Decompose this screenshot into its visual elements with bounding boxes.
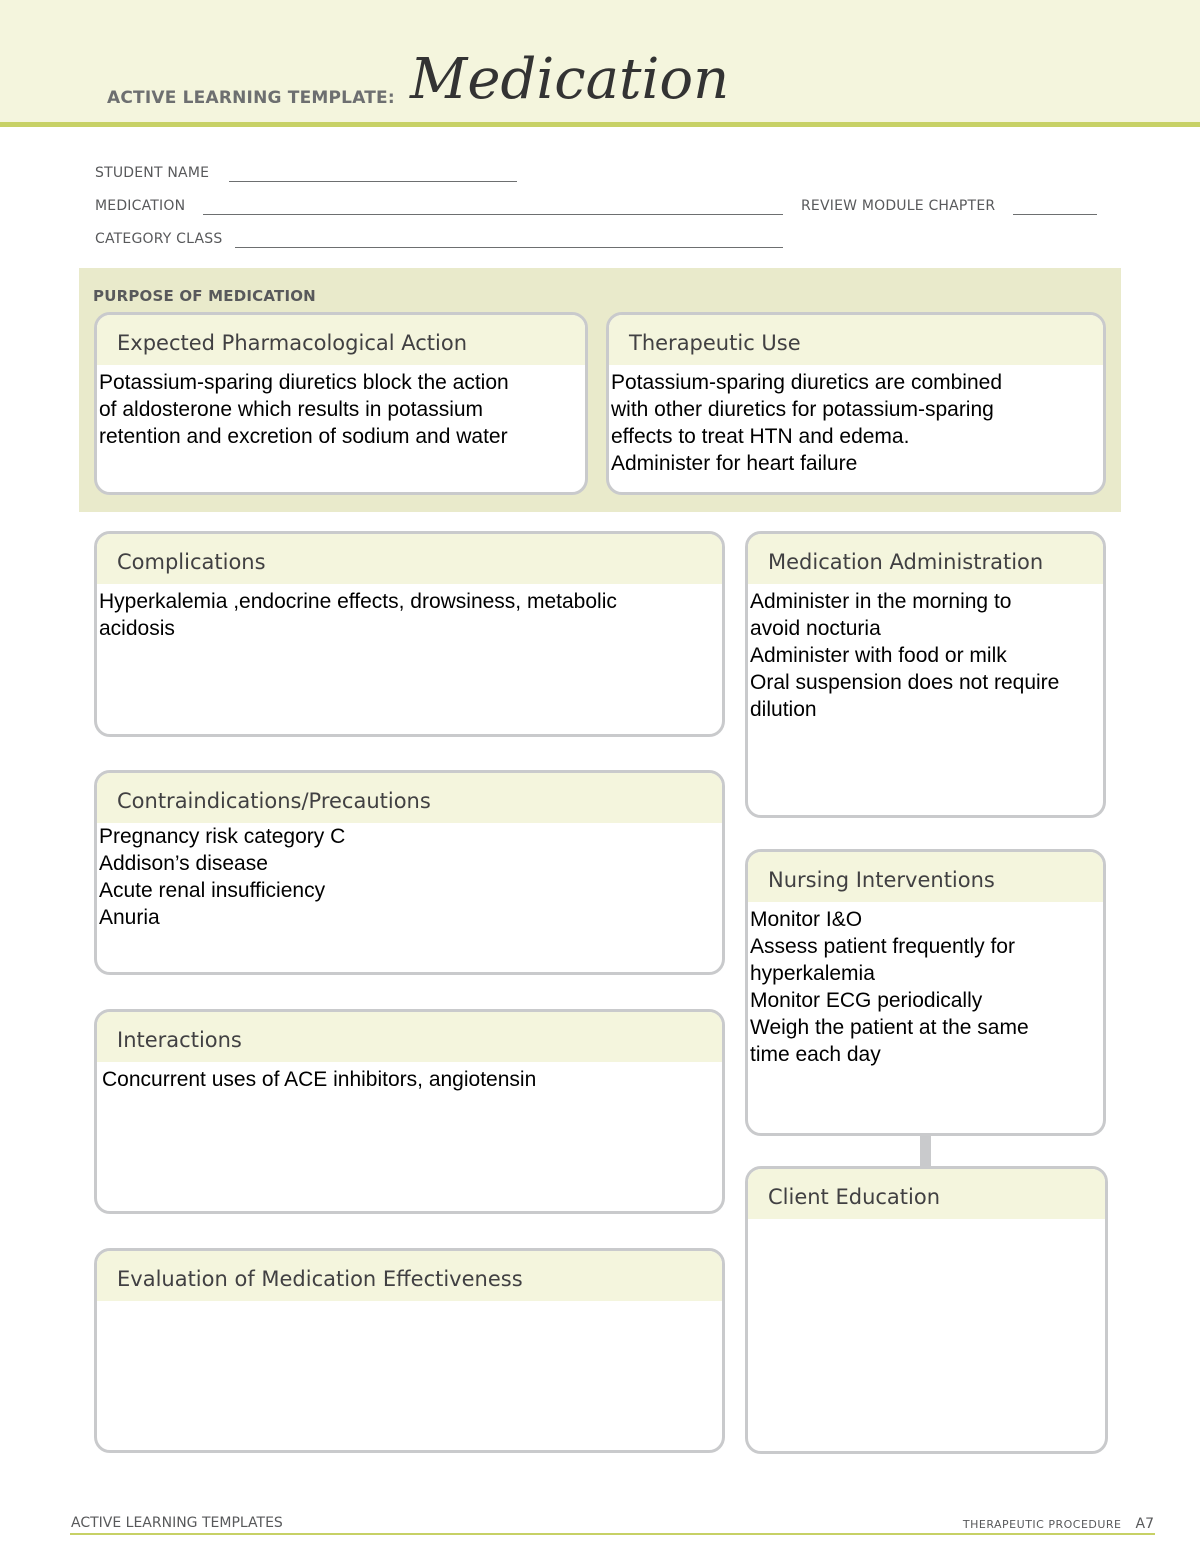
interactions-title: Interactions (97, 1012, 722, 1062)
student-name-label: STUDENT NAME (95, 165, 210, 181)
complications-box (94, 531, 725, 737)
footer-section-label: THERAPEUTIC PROCEDURE (962, 1518, 1122, 1531)
medication-administration-box (745, 531, 1106, 818)
client-education-box (745, 1166, 1108, 1454)
complications-title: Complications (97, 534, 722, 584)
footer-section (963, 1516, 1154, 1532)
evaluation-content[interactable] (97, 1301, 722, 1305)
footer-page-code: A7 (1135, 1516, 1154, 1532)
page-title: Medication (410, 47, 730, 112)
purpose-title: PURPOSE OF MEDICATION (93, 287, 316, 305)
footer-brand: ACTIVE LEARNING TEMPLATES (71, 1515, 283, 1531)
nursing-interventions-box (745, 849, 1106, 1136)
category-class-field[interactable] (235, 247, 783, 248)
medication-label: MEDICATION (95, 198, 186, 214)
review-module-chapter-field[interactable] (1013, 214, 1097, 215)
expected-action-title: Expected Pharmacological Action (97, 315, 585, 365)
header-rule (0, 122, 1200, 127)
contraindications-title: Contraindications/Precautions (97, 773, 722, 823)
interactions-content[interactable]: Concurrent uses of ACE inhibitors, angiotensin (102, 1068, 537, 1091)
evaluation-box (94, 1248, 725, 1453)
medication-field[interactable] (203, 214, 783, 215)
review-module-chapter-label: REVIEW MODULE CHAPTER (801, 198, 996, 214)
footer-rule (70, 1533, 1155, 1535)
nursing-interventions-title: Nursing Interventions (748, 852, 1103, 902)
medication-administration-title: Medication Administration (748, 534, 1103, 584)
therapeutic-use-box (606, 312, 1106, 495)
therapeutic-use-title: Therapeutic Use (609, 315, 1103, 365)
contraindications-content[interactable]: Pregnancy risk category C Addison’s disease Acute renal insufficiency Anuria (99, 825, 346, 929)
expected-action-content[interactable]: Potassium-sparing diuretics block the action of aldosterone which results in potassium retention and excretion of sodium and water (99, 371, 509, 448)
template-label: ACTIVE LEARNING TEMPLATE: (107, 88, 395, 108)
medication-administration-content[interactable]: Administer in the morning to avoid nocturia Administer with food or milk Oral suspension does not require dilution (750, 590, 1060, 721)
nursing-interventions-content[interactable]: Monitor I&O Assess patient frequently for hyperkalemia Monitor ECG periodically Weigh the patient at the same time each day (750, 908, 1029, 1066)
category-class-label: CATEGORY CLASS (95, 231, 223, 247)
expected-action-box (94, 312, 588, 495)
client-education-content[interactable] (748, 1219, 1105, 1223)
evaluation-title: Evaluation of Medication Effectiveness (97, 1251, 722, 1301)
contraindications-box (94, 770, 725, 975)
section-connector (920, 1134, 931, 1168)
interactions-box (94, 1009, 725, 1214)
complications-content[interactable]: Hyperkalemia ,endocrine effects, drowsiness, metabolic acidosis (99, 590, 617, 640)
therapeutic-use-content[interactable]: Potassium-sparing diuretics are combined with other diuretics for potassium-sparing effects to treat HTN and edema. Administer for heart failure (611, 371, 1003, 475)
student-name-field[interactable] (229, 181, 517, 182)
client-education-title: Client Education (748, 1169, 1105, 1219)
